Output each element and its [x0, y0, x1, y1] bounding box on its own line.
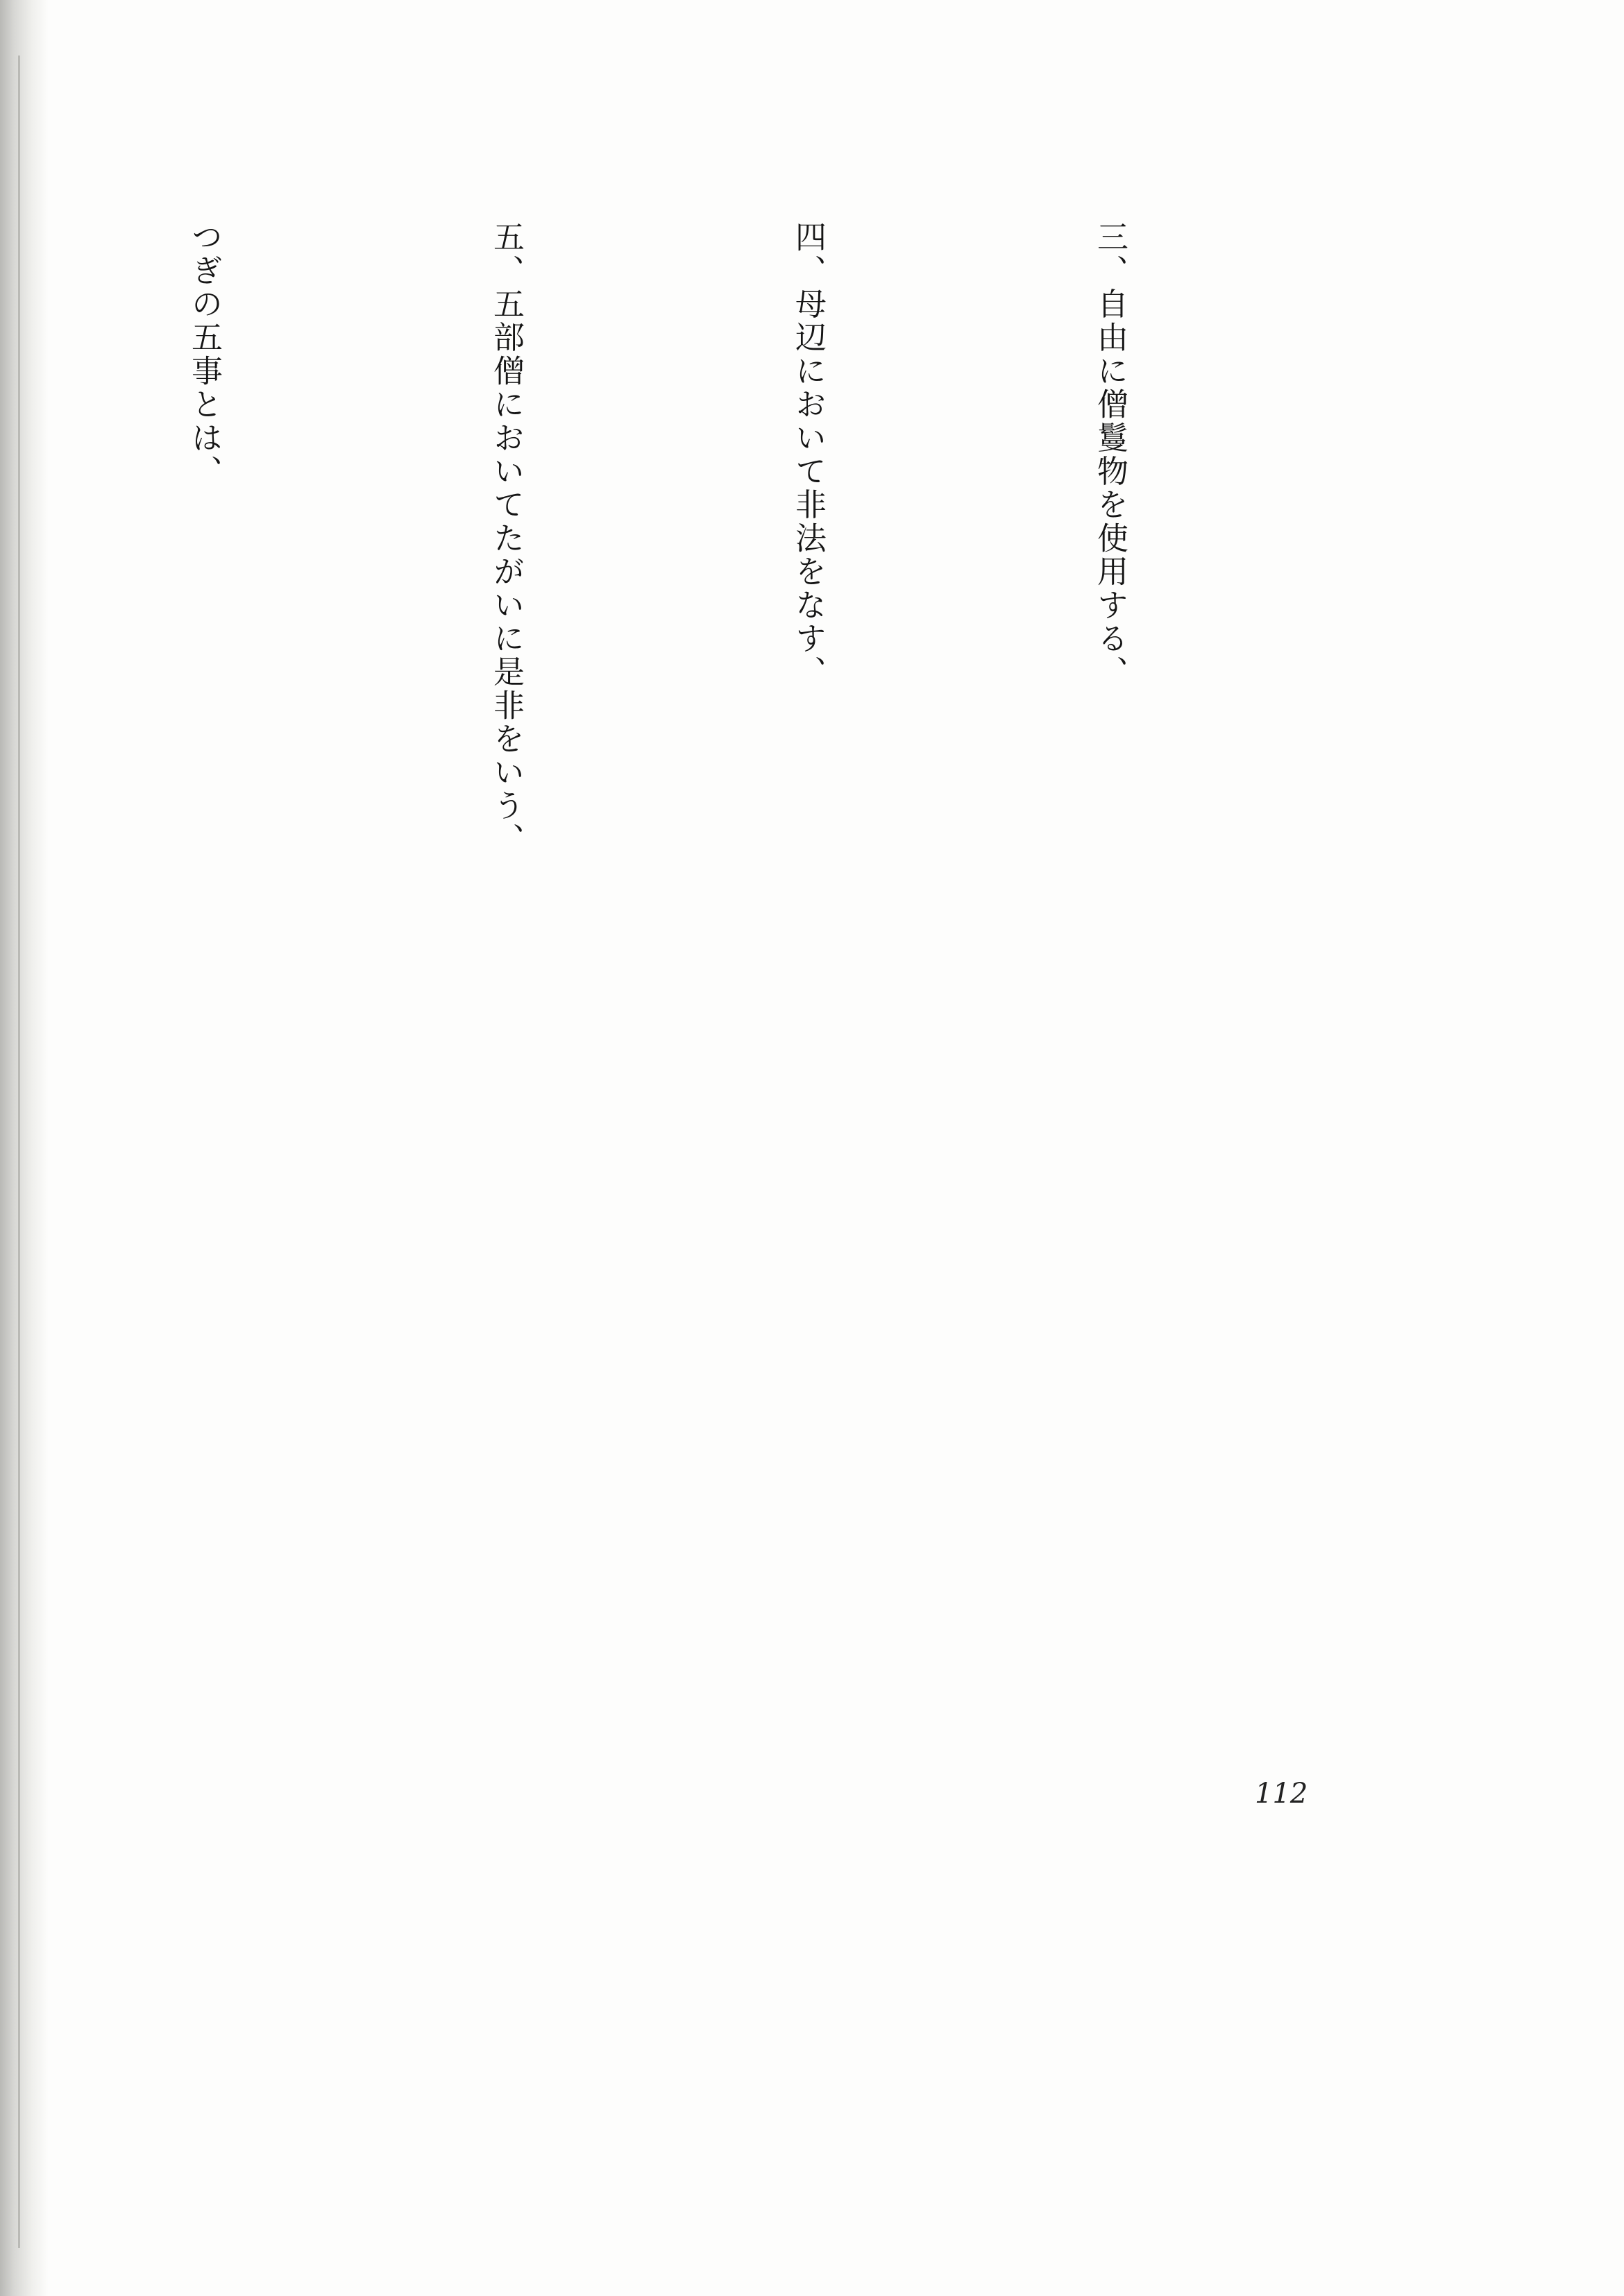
vertical-text-body — [0, 221, 1362, 1969]
text-line: つぎの五事とは、 — [186, 221, 223, 488]
page-number: 112 — [1255, 1778, 1308, 1810]
text-line: 三、自由に僧鬘物を使用する、 — [1092, 221, 1128, 689]
text-line: 四、母辺において非法をなす、 — [790, 221, 827, 689]
text-line: 五、五部僧においてたがいに是非をいう、 — [488, 221, 525, 856]
